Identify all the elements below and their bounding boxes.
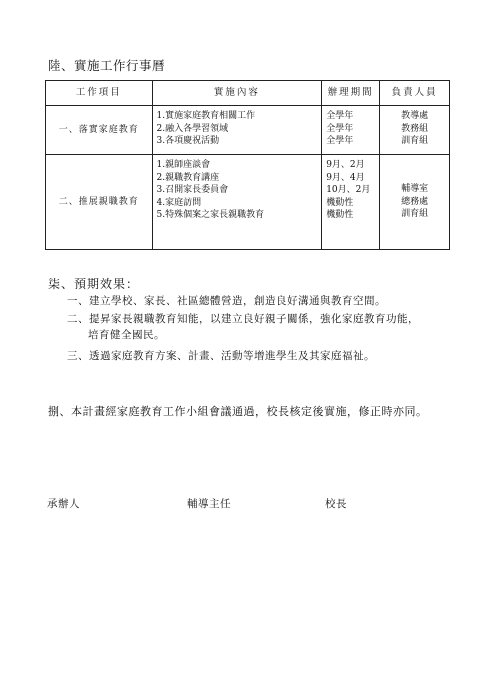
owner-cell — [380, 155, 450, 250]
content-line: 4.家庭訪問 — [156, 197, 202, 208]
owner-line: 教務組 — [401, 123, 429, 134]
content-line: 3.召開家長委員會 — [156, 185, 229, 195]
content-line: 2.親職教育講座 — [156, 172, 220, 183]
signature-counseling-director: 輔導主任 — [187, 498, 231, 510]
owner-line: 教導處 — [401, 111, 429, 121]
period-line: 全學年 — [326, 136, 354, 146]
expected-effect-item: 三、透過家庭教育方案、計畫、活動等增進學生及其家庭福祉。 — [67, 350, 375, 362]
period-line: 全學年 — [326, 123, 354, 134]
section-7-title: 柒、預期效果： — [48, 277, 140, 291]
header-content: 實施內容 — [152, 81, 322, 106]
content-line: 1.親師座談會 — [156, 160, 211, 170]
header-owner: 負責人員 — [380, 81, 450, 106]
work-schedule-table — [45, 80, 450, 250]
owner-line: 訓育組 — [401, 136, 429, 146]
content-line: 5.特殊個案之家長親職教育 — [156, 210, 265, 220]
header-period: 辦理期間 — [322, 81, 380, 106]
period-cell — [322, 155, 380, 250]
work-item-cell: 二、推展親職教育 — [46, 155, 153, 250]
table-row — [46, 155, 450, 250]
section-6-title: 陸、實施工作行事曆 — [48, 58, 166, 73]
expected-effect-item: 二、提昇家長親職教育知能，以建立良好親子關係，強化家庭教育功能， — [67, 313, 419, 325]
period-cell — [322, 106, 380, 155]
content-cell — [152, 106, 322, 155]
period-line: 10月、2月 — [326, 185, 371, 195]
period-line: 9月、4月 — [326, 172, 365, 183]
period-line: 9月、2月 — [326, 160, 365, 170]
table-row — [46, 106, 450, 155]
owner-line: 輔導室 — [401, 184, 429, 195]
content-line: 3.各項慶祝活動 — [156, 136, 220, 146]
content-line: 1.實施家庭教育相關工作 — [156, 111, 256, 121]
content-line: 2.融入各學習領域 — [156, 123, 229, 134]
expected-effect-item-continued: 培育健全國民。 — [88, 329, 165, 341]
period-line: 機動性 — [326, 197, 354, 208]
header-work-item: 工作項目 — [46, 81, 153, 106]
work-item-cell: 一、落實家庭教育 — [46, 106, 153, 155]
signature-principal: 校長 — [325, 498, 347, 510]
period-line: 全學年 — [326, 111, 354, 121]
period-line: 機動性 — [326, 210, 354, 220]
table-header-row — [46, 81, 450, 106]
expected-effect-item: 一、建立學校、家長、社區總體營造，創造良好溝通與教育空間。 — [67, 295, 386, 307]
owner-cell — [380, 106, 450, 155]
signature-handler: 承辦人 — [47, 498, 80, 510]
owner-line: 總務處 — [401, 196, 429, 207]
section-8-text: 捌、本計畫經家庭教育工作小組會議通過，校長核定後實施，修正時亦同。 — [48, 405, 428, 418]
owner-line: 訓育組 — [401, 209, 429, 220]
content-cell — [152, 155, 322, 250]
